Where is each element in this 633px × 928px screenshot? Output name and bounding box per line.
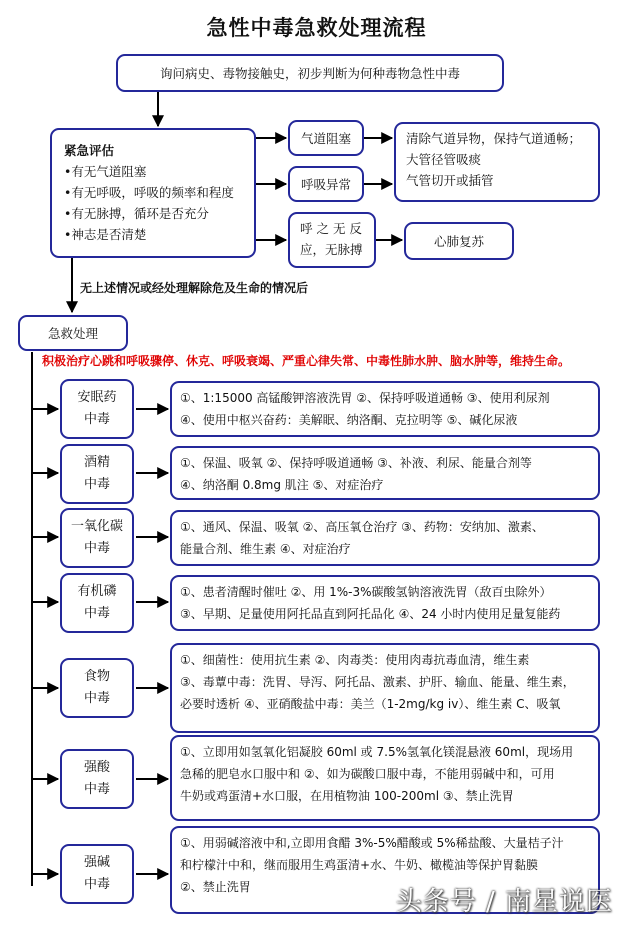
inquiry-box: [116, 54, 504, 92]
assessment-box: [50, 128, 256, 258]
category-name: 一氧化碳: [70, 519, 123, 534]
treatment-alcohol: [170, 446, 600, 500]
category-suffix: 中毒: [83, 877, 110, 892]
assessment-item: •有无气道阻塞: [64, 164, 147, 179]
poison-category-food: [60, 658, 134, 718]
treatment-carbon-monoxide: [170, 510, 600, 566]
airway-obstruction-box: [288, 120, 364, 156]
abnormal-breathing-box: [288, 166, 364, 202]
cpr-label: 心肺复苏: [433, 233, 484, 249]
treatment-line: ①、立即用如氢氧化铝凝胶 60ml 或 7.5%氢氧化镁混悬液 60ml，现场用: [180, 745, 574, 759]
treatment-line: ①、用弱碱溶液中和,立即用食醋 3%-5%醋酸或 5%稀盐酸、大量桔子汁: [180, 836, 564, 850]
treatment-line: ①、保温、吸氧 ②、保持呼吸道通畅 ③、补液、利尿、能量合剂等: [180, 456, 532, 470]
category-suffix: 中毒: [83, 606, 110, 621]
treatment-food: [170, 643, 600, 733]
category-suffix: 中毒: [83, 782, 110, 797]
no-danger-note: 无上述情况或经处理解除危及生命的情况后: [80, 281, 309, 295]
treatment-organophosphate: [170, 575, 600, 631]
rescue-treatment-box: [18, 315, 128, 351]
treatment-line: ④、纳洛酮 0.8mg 肌注 ⑤、对症治疗: [180, 478, 384, 492]
treatment-line: 和柠檬汁中和，继而服用生鸡蛋清+水、牛奶、橄榄油等保护胃黏膜: [180, 858, 539, 872]
category-suffix: 中毒: [83, 412, 110, 427]
treatment-line: ③、早期、足量使用阿托品直到阿托品化 ④、24 小时内使用足量复能药: [180, 607, 561, 621]
treatment-line: ①、通风、保温、吸氧 ②、高压氧仓治疗 ③、药物：安纳加、激素、: [180, 520, 544, 534]
category-suffix: 中毒: [83, 477, 110, 492]
category-name: 强酸: [83, 760, 110, 775]
treatment-strong-acid: [170, 735, 600, 821]
category-name: 有机磷: [77, 584, 117, 599]
airway-obstruction-label: 气道阻塞: [300, 130, 351, 146]
assessment-item: •神志是否清楚: [64, 227, 147, 242]
treatment-line: ①、患者清醒时催吐 ②、用 1%-3%碳酸氢钠溶液洗胃（敌百虫除外）: [180, 585, 552, 599]
poison-category-organophosphate: [60, 573, 134, 633]
category-suffix: 中毒: [83, 541, 110, 556]
rescue-treatment-label: 急救处理: [47, 325, 98, 341]
poison-category-sedative: [60, 379, 134, 439]
treatment-line: 必要时透析 ④、亚硝酸盐中毒：美兰（1-2mg/kg iv）、维生素 C、吸氧: [180, 697, 561, 711]
page-title: 急性中毒急救处理流程: [206, 16, 427, 40]
treatment-line: ③、毒蕈中毒：洗胃、导泻、阿托品、激素、护肝、输血、能量、维生素，: [180, 675, 575, 689]
treatment-line: ①、细菌性：使用抗生素 ②、肉毒类：使用肉毒抗毒血清，维生素: [180, 653, 530, 667]
category-name: 酒精: [83, 455, 110, 470]
treatment-line: ④、使用中枢兴奋药：美解眠、纳洛酮、克拉明等 ⑤、碱化尿液: [180, 413, 518, 427]
treatment-line: 急稀的肥皂水口服中和 ②、如为碳酸口服中毒，不能用弱碱中和，可用: [180, 767, 555, 781]
airway-action-item: 气管切开或插管: [406, 173, 494, 188]
cardiac-arrest-box: [288, 212, 376, 268]
airway-management-box: [394, 122, 600, 202]
assessment-item: •有无呼吸，呼吸的频率和程度: [64, 185, 234, 200]
cardiac-arrest-line: 应，无脉搏: [300, 242, 363, 257]
cardiac-arrest-line: 呼 之 无 反: [300, 221, 362, 236]
treatment-line: 牛奶或鸡蛋清+水口服，在用植物油 100-200ml ③、禁止洗胃: [180, 789, 514, 803]
assessment-item: •有无脉搏，循环是否充分: [64, 206, 209, 221]
life-support-banner: 积极治疗心跳和呼吸骤停、休克、呼吸衰竭、严重心律失常、中毒性肺水肿、脑水肿等，维持生命。: [42, 354, 571, 368]
watermark: 头条号 / 南星说医: [395, 887, 613, 917]
airway-action-item: 清除气道异物，保持气道通畅；: [406, 131, 582, 146]
assessment-heading: 紧急评估: [64, 143, 115, 158]
category-name: 食物: [83, 669, 110, 684]
treatment-line: ①、1:15000 高锰酸钾溶液洗胃 ②、保持呼吸道通畅 ③、使用利尿剂: [180, 391, 550, 405]
poison-category-carbon-monoxide: [60, 508, 134, 568]
poison-category-alcohol: [60, 444, 134, 504]
poison-category-strong-alkali: [60, 844, 134, 904]
category-name: 强碱: [83, 855, 110, 870]
abnormal-breathing-label: 呼吸异常: [300, 176, 351, 192]
treatment-line: 能量合剂、维生素 ④、对症治疗: [180, 542, 351, 556]
category-name: 安眠药: [77, 390, 117, 405]
treatment-sedative: [170, 381, 600, 437]
treatment-line: ②、禁止洗胃: [180, 880, 251, 894]
airway-action-item: 大管径管吸痰: [406, 152, 482, 167]
poison-category-strong-acid: [60, 749, 134, 809]
cpr-box: [404, 222, 514, 260]
category-suffix: 中毒: [83, 691, 110, 706]
inquiry-text: 询问病史、毒物接触史，初步判断为何种毒物急性中毒: [159, 65, 460, 81]
